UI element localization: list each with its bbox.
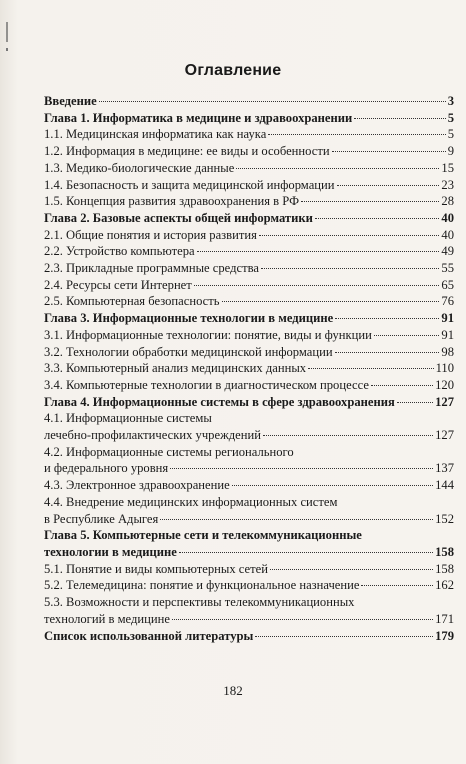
toc-leader-dots	[236, 168, 439, 169]
toc-entry	[44, 561, 454, 578]
toc-entry-page: 91	[441, 327, 454, 342]
toc-entry-page: 55	[441, 261, 454, 276]
toc-entry	[44, 193, 454, 210]
toc-leader-dots	[194, 285, 440, 286]
toc-entry-page: 91	[441, 311, 454, 326]
toc-entry	[44, 360, 454, 377]
toc-leader-dots	[354, 118, 445, 119]
toc-entry-title: 4.2. Информационные системы регионального	[44, 444, 294, 459]
toc-entry-page: 40	[441, 210, 454, 225]
toc-entry-title: Глава 3. Информационные технологии в медицине	[44, 311, 334, 326]
toc-entry-title: 2.3. Прикладные программные средства	[44, 261, 259, 276]
toc-entry-title: Глава 4. Информационные системы в сфере здравоохранения	[44, 394, 395, 409]
toc-entry	[44, 544, 454, 561]
toc-entry-page: 158	[435, 561, 454, 576]
toc-entry-page: 127	[435, 394, 454, 409]
toc-entry-title: 3.4. Компьютерные технологии в диагностическом процессе	[44, 377, 369, 392]
toc-entry-title: 3.1. Информационные технологии: понятие, виды и функции	[44, 327, 372, 342]
toc-entry-title: Глава 2. Базовые аспекты общей информатики	[44, 210, 313, 225]
toc-entry	[44, 110, 454, 127]
toc-entry-title: технологий в медицине	[44, 611, 170, 626]
toc-leader-dots	[99, 101, 446, 102]
toc-entry-title: 1.5. Концепция развития здравоохранения в РФ	[44, 194, 300, 209]
toc-entry	[44, 160, 454, 177]
toc-entry-title: 1.4. Безопасность и защита медицинской информации	[44, 177, 335, 192]
toc-entry-title: 2.1. Общие понятия и история развития	[44, 227, 257, 242]
toc-entry-title: 4.3. Электронное здравоохранение	[44, 478, 230, 493]
toc-entry-title: 5.2. Телемедицина: понятие и функциональное назначение	[44, 578, 360, 593]
toc-entry-title: Введение	[44, 94, 97, 108]
toc-entry	[44, 460, 454, 477]
toc-entry-page: 28	[441, 194, 454, 209]
toc-entry-title: в Республике Адыгея	[44, 511, 159, 526]
toc-entry-title: 1.2. Информация в медицине: ее виды и особенности	[44, 144, 330, 159]
toc-entry-page: 40	[441, 227, 454, 242]
toc-leader-dots	[270, 569, 433, 570]
page-title: Оглавление	[184, 62, 282, 79]
toc-leader-dots	[332, 151, 446, 152]
toc-leader-dots	[371, 385, 433, 386]
toc-entry	[44, 494, 454, 511]
toc-leader-dots	[337, 185, 440, 186]
toc-entry-page: 162	[435, 578, 454, 593]
toc-entry-page: 65	[441, 277, 454, 292]
toc-entry-page: 9	[447, 144, 454, 159]
toc-leader-dots	[335, 318, 439, 319]
toc-entry	[44, 293, 454, 310]
table-of-contents	[44, 93, 454, 644]
toc-entry	[44, 310, 454, 327]
toc-entry	[44, 93, 454, 110]
toc-entry-title: 1.1. Медицинская информатика как наука	[44, 127, 267, 142]
toc-entry-title: 2.2. Устройство компьютера	[44, 244, 195, 259]
toc-leader-dots	[255, 636, 433, 637]
toc-entry-page: 171	[435, 611, 454, 626]
toc-leader-dots	[374, 335, 440, 336]
toc-entry	[44, 377, 454, 394]
toc-entry-title: 1.3. Медико-биологические данные	[44, 160, 235, 175]
toc-entry	[44, 611, 454, 628]
toc-entry	[44, 227, 454, 244]
toc-entry-title: 3.2. Технологии обработки медицинской информации	[44, 344, 333, 359]
margin-mark	[6, 22, 8, 42]
toc-leader-dots	[397, 402, 433, 403]
toc-entry	[44, 394, 454, 411]
toc-entry-title: лечебно-профилактических учреждений	[44, 428, 261, 443]
toc-entry	[44, 260, 454, 277]
toc-entry	[44, 577, 454, 594]
toc-entry	[44, 327, 454, 344]
toc-entry-page: 5	[447, 127, 454, 142]
toc-leader-dots	[263, 435, 433, 436]
toc-entry-title: 2.5. Компьютерная безопасность	[44, 294, 220, 309]
toc-leader-dots	[308, 368, 433, 369]
toc-entry	[44, 243, 454, 260]
toc-entry	[44, 143, 454, 160]
toc-entry-page: 5	[447, 110, 454, 125]
toc-leader-dots	[261, 268, 439, 269]
toc-entry	[44, 410, 454, 427]
toc-entry-page: 127	[435, 428, 454, 443]
toc-entry	[44, 477, 454, 494]
toc-entry-title: 5.1. Понятие и виды компьютерных сетей	[44, 561, 268, 576]
toc-entry	[44, 126, 454, 143]
toc-entry-title: Глава 1. Информатика в медицине и здравоохранении	[44, 110, 353, 125]
toc-leader-dots	[172, 619, 433, 620]
toc-entry-page: 144	[435, 478, 454, 493]
toc-entry	[44, 628, 454, 645]
toc-leader-dots	[197, 251, 440, 252]
toc-leader-dots	[160, 519, 433, 520]
margin-mark-dot	[6, 48, 8, 51]
toc-entry	[44, 444, 454, 461]
toc-entry-page: 152	[435, 511, 454, 526]
toc-entry-title: 4.4. Внедрение медицинских информационных систем	[44, 494, 338, 509]
toc-leader-dots	[259, 235, 440, 236]
toc-entry-page: 15	[441, 160, 454, 175]
toc-entry-title: Список использованной литературы	[44, 628, 254, 643]
toc-entry-title: Глава 5. Компьютерные сети и телекоммуникационные	[44, 528, 362, 543]
toc-entry-page: 3	[447, 94, 454, 108]
toc-entry	[44, 277, 454, 294]
toc-leader-dots	[315, 218, 440, 219]
toc-leader-dots	[179, 552, 433, 553]
toc-entry-title: 3.3. Компьютерный анализ медицинских данных	[44, 361, 307, 376]
page-number: 182	[223, 683, 243, 698]
toc-entry	[44, 511, 454, 528]
toc-entry-page: 98	[441, 344, 454, 359]
toc-entry	[44, 177, 454, 194]
toc-leader-dots	[222, 301, 440, 302]
toc-leader-dots	[301, 201, 439, 202]
toc-leader-dots	[232, 485, 433, 486]
toc-entry-page: 23	[441, 177, 454, 192]
toc-entry-page: 179	[435, 628, 454, 643]
toc-entry-title: 4.1. Информационные системы	[44, 411, 212, 426]
toc-entry-page: 158	[435, 544, 454, 559]
toc-entry-title: и федерального уровня	[44, 461, 169, 476]
toc-entry	[44, 527, 454, 544]
toc-entry	[44, 427, 454, 444]
toc-leader-dots	[361, 585, 433, 586]
toc-entry-page: 120	[435, 377, 454, 392]
toc-entry-page: 137	[435, 461, 454, 476]
toc-leader-dots	[268, 134, 445, 135]
toc-entry	[44, 344, 454, 361]
toc-entry-title: 5.3. Возможности и перспективы телекоммуникационных	[44, 595, 355, 610]
toc-entry-title: технологии в медицине	[44, 544, 177, 559]
toc-entry	[44, 594, 454, 611]
toc-entry-page: 49	[441, 244, 454, 259]
toc-entry	[44, 210, 454, 227]
toc-entry-page: 76	[441, 294, 454, 309]
toc-leader-dots	[335, 352, 440, 353]
toc-entry-title: 2.4. Ресурсы сети Интернет	[44, 277, 192, 292]
toc-entry-page: 110	[435, 361, 454, 376]
toc-leader-dots	[170, 468, 433, 469]
